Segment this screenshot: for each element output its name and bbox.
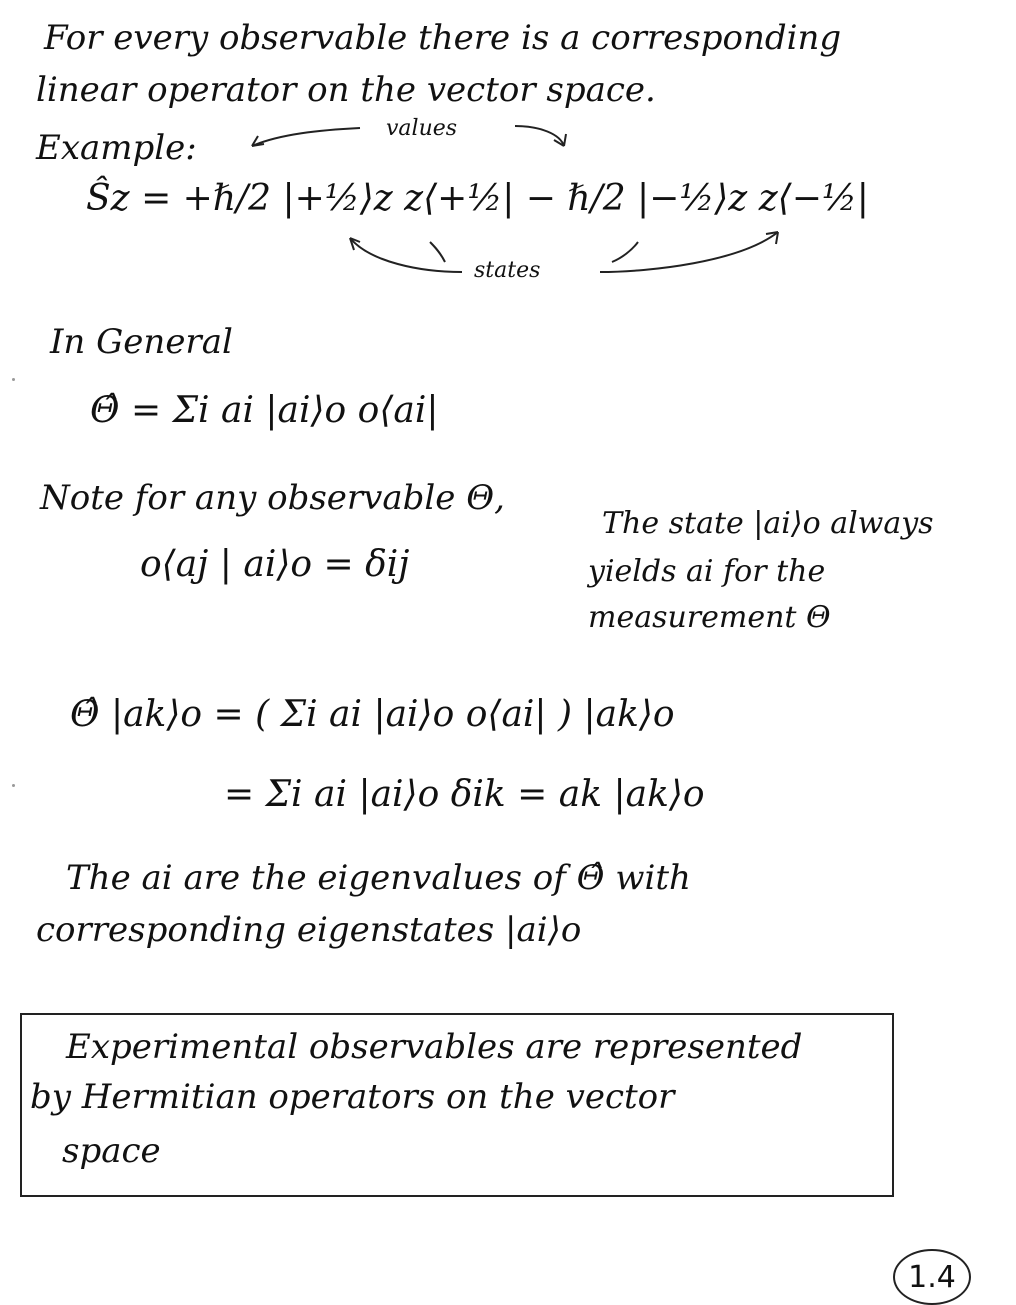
scan-speck: [12, 378, 15, 381]
example-label: Example:: [36, 128, 197, 168]
note-line: Note for any observable Θ,: [40, 478, 505, 518]
spin-z-operator-equation: Ŝz = +ℏ/2 |+½⟩z z⟨+½| − ℏ/2 |−½⟩z z⟨−½|: [86, 178, 869, 219]
scan-speck: [12, 784, 15, 787]
side-note-line-1: The state |ai⟩o always: [602, 506, 934, 541]
boxed-line-3: space: [62, 1131, 161, 1171]
general-operator-equation: Θ̂ = Σi ai |ai⟩o o⟨ai|: [90, 390, 439, 431]
in-general-heading: In General: [50, 322, 233, 362]
intro-line-1: For every observable there is a corresponding: [44, 18, 842, 58]
eigen-line-1: The ai are the eigenvalues of Θ̂ with: [66, 858, 691, 898]
boxed-line-1: Experimental observables are represented: [66, 1027, 803, 1067]
orthonormality-equation: o⟨aj | ai⟩o = δij: [140, 544, 410, 585]
boxed-line-2: by Hermitian operators on the vector: [30, 1077, 675, 1117]
annotation-arrows: [0, 0, 1016, 320]
derivation-line-1: Θ̂ |ak⟩o = ( Σi ai |ai⟩o o⟨ai| ) |ak⟩o: [70, 694, 675, 735]
eigen-line-2: corresponding eigenstates |ai⟩o: [36, 910, 582, 950]
states-annotation: states: [474, 258, 541, 283]
page-number: 1.4: [893, 1249, 971, 1305]
derivation-line-2: = Σi ai |ai⟩o δik = ak |ak⟩o: [224, 774, 705, 815]
boxed-statement: [20, 1013, 894, 1197]
side-note-line-3: measurement Θ: [588, 600, 831, 635]
intro-line-2: linear operator on the vector space.: [36, 70, 656, 110]
side-note-line-2: yields ai for the: [588, 554, 826, 589]
values-annotation: values: [386, 116, 458, 141]
